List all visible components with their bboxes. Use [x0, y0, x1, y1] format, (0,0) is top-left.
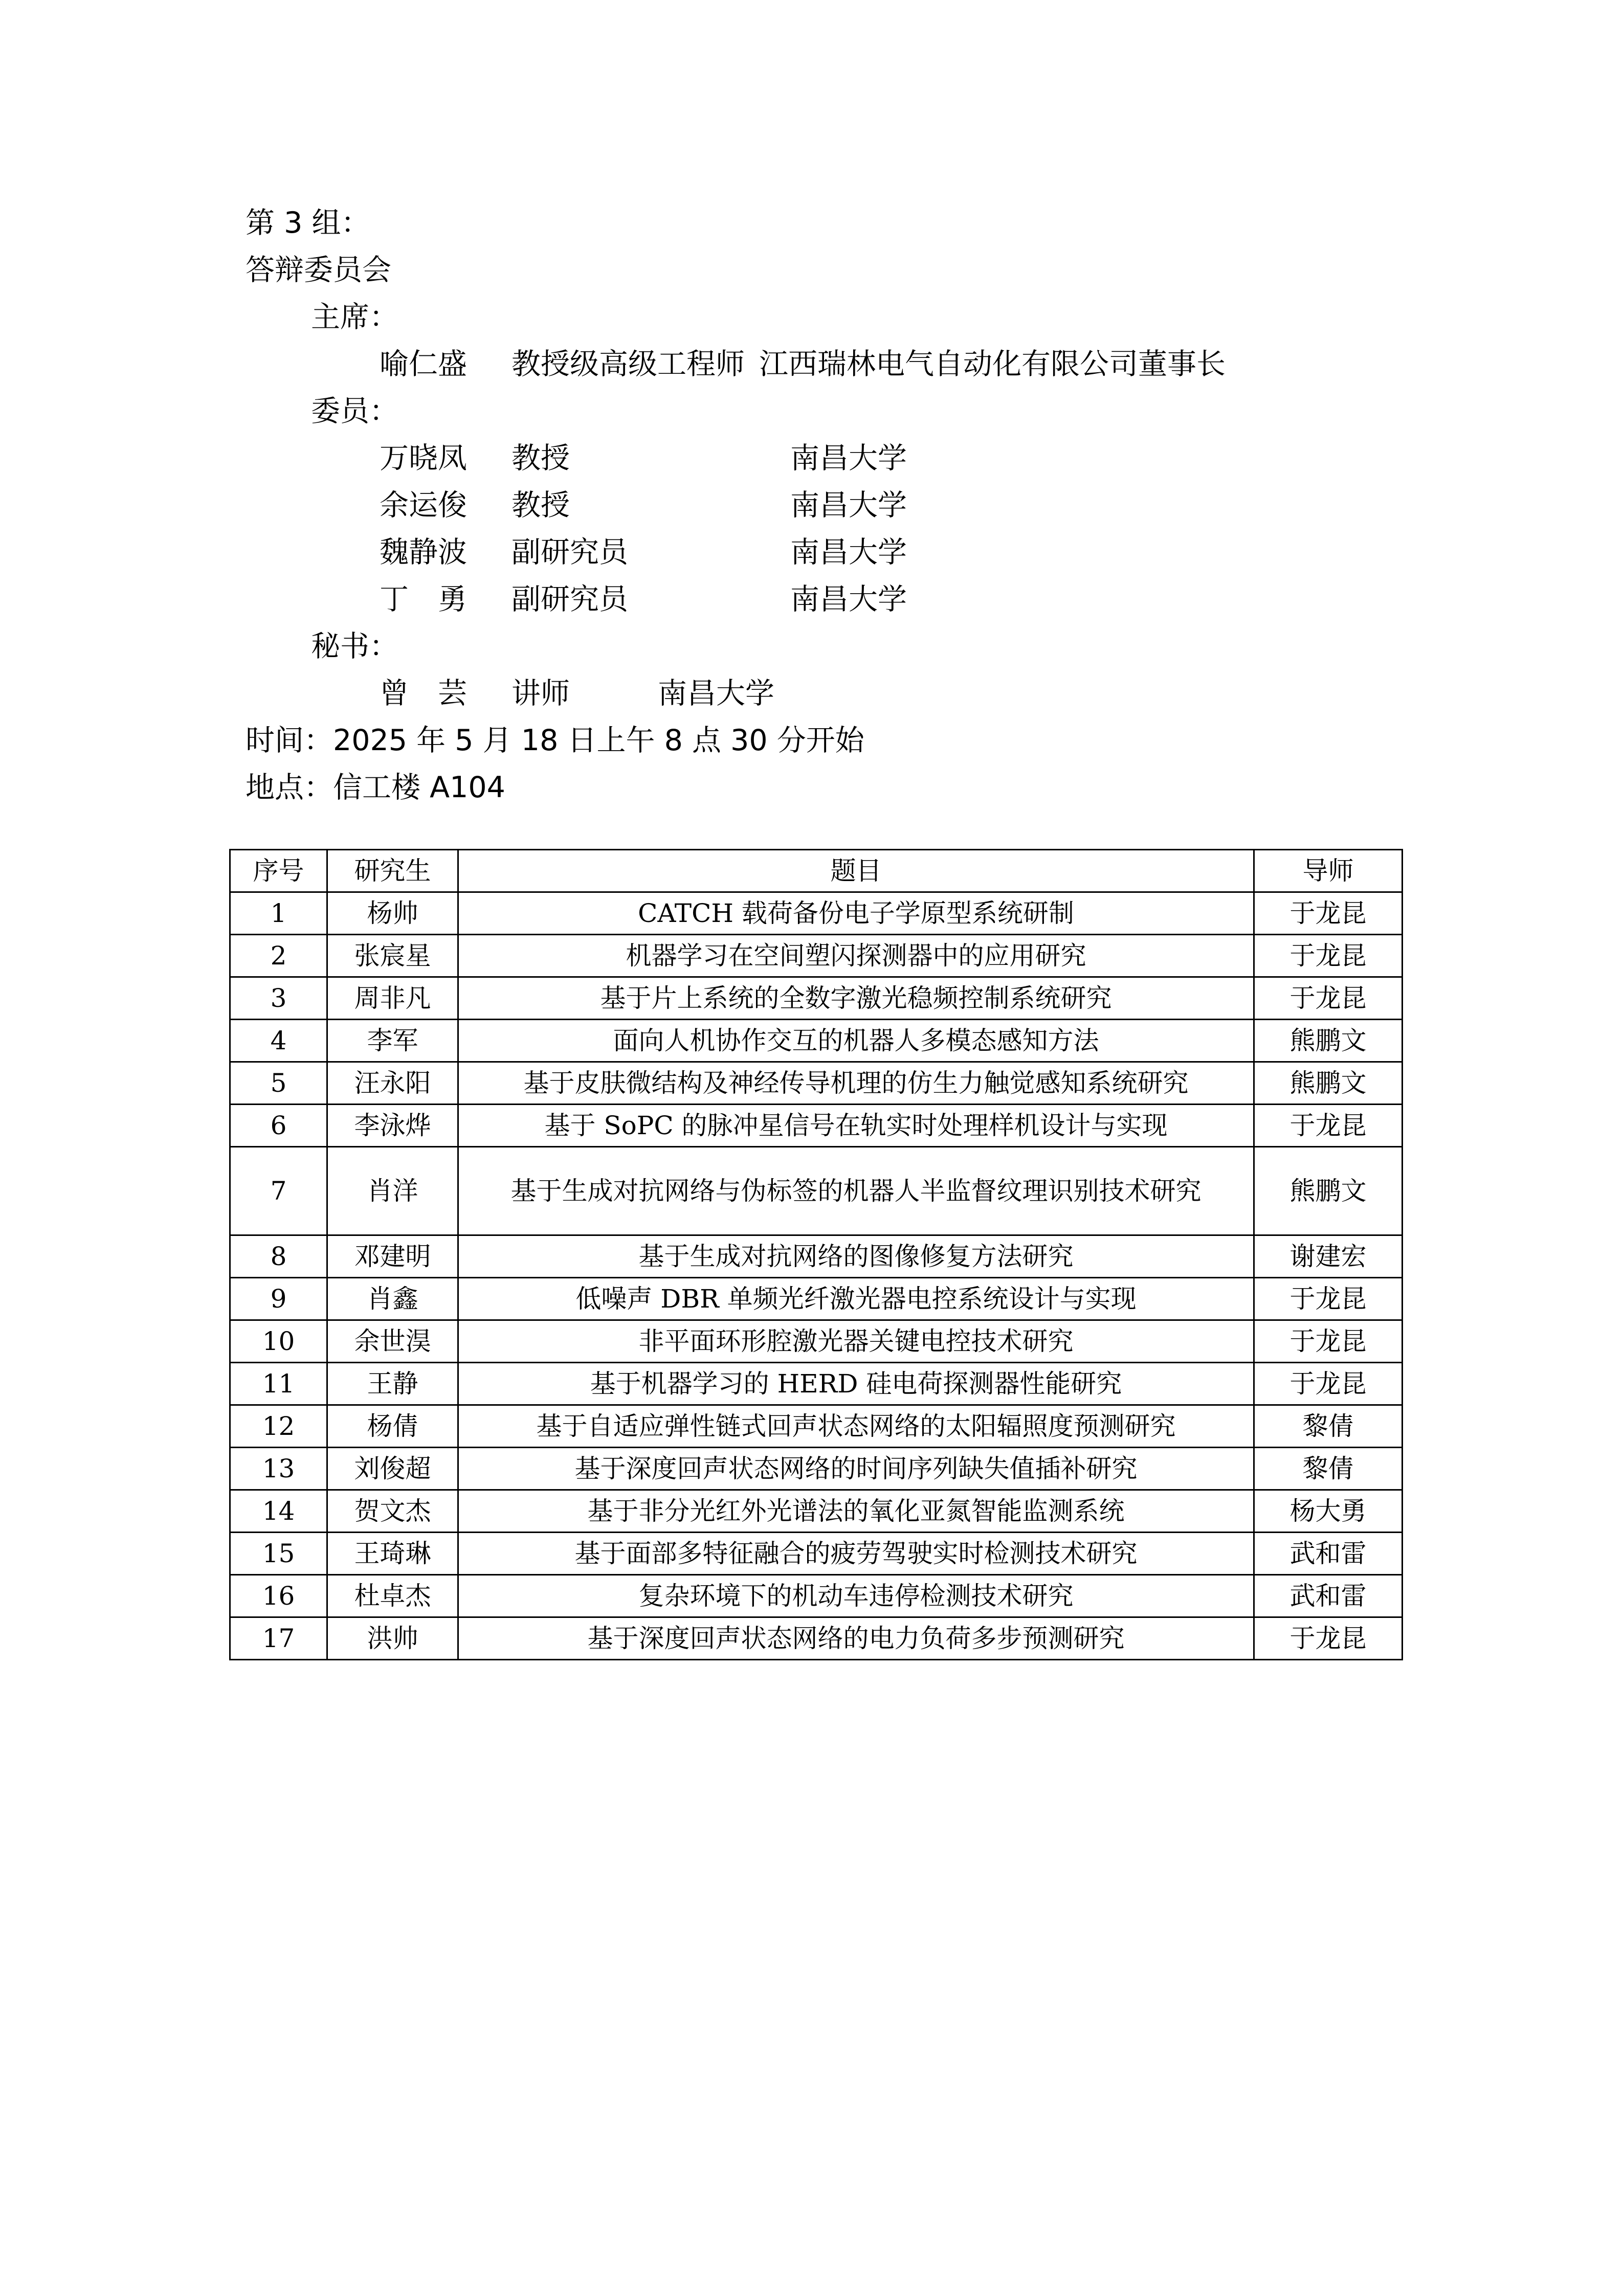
committee-heading: 答辩委员会 [246, 253, 391, 287]
row-advisor: 黎倩 [1254, 1405, 1403, 1448]
member-affiliation: 南昌大学 [790, 441, 907, 475]
row-student: 李泳烨 [327, 1105, 458, 1147]
table-row [230, 1147, 1403, 1235]
row-advisor: 于龙昆 [1254, 1363, 1403, 1405]
row-topic: 基于非分光红外光谱法的氧化亚氮智能监测系统 [458, 1490, 1254, 1533]
row-advisor: 熊鹏文 [1254, 1062, 1403, 1105]
row-student: 王琦琳 [327, 1533, 458, 1575]
table-row [230, 1062, 1403, 1105]
table-row [230, 1533, 1403, 1575]
member-row [380, 529, 907, 576]
table-header-row [230, 850, 1403, 892]
row-topic: 基于深度回声状态网络的时间序列缺失值插补研究 [458, 1448, 1254, 1490]
member-row [380, 435, 907, 482]
row-topic: 低噪声 DBR 单频光纤激光器电控系统设计与实现 [458, 1278, 1254, 1320]
row-advisor: 黎倩 [1254, 1448, 1403, 1490]
group-title: 第 3 组： [246, 206, 370, 240]
row-topic: 基于生成对抗网络与伪标签的机器人半监督纹理识别技术研究 [458, 1147, 1254, 1235]
row-student: 汪永阳 [327, 1062, 458, 1105]
defense-time: 时间：2025 年 5 月 18 日上午 8 点 30 分开始 [246, 724, 864, 757]
table-row [230, 1575, 1403, 1617]
table-row [230, 1278, 1403, 1320]
table-row [230, 1617, 1403, 1660]
table-row [230, 977, 1403, 1020]
member-row [380, 482, 907, 529]
row-no: 9 [230, 1278, 327, 1320]
row-no: 14 [230, 1490, 327, 1533]
table-row [230, 1490, 1403, 1533]
chair-title: 教授级高级工程师 [511, 347, 745, 381]
row-topic: 基于生成对抗网络的图像修复方法研究 [458, 1235, 1254, 1278]
row-advisor: 谢建宏 [1254, 1235, 1403, 1278]
row-topic: 复杂环境下的机动车违停检测技术研究 [458, 1575, 1254, 1617]
row-no: 5 [230, 1062, 327, 1105]
secretary-row [380, 670, 774, 717]
member-name: 余运俊 [380, 488, 467, 522]
row-topic: 机器学习在空间塑闪探测器中的应用研究 [458, 935, 1254, 977]
member-title: 副研究员 [511, 535, 628, 569]
row-no: 2 [230, 935, 327, 977]
row-advisor: 于龙昆 [1254, 935, 1403, 977]
defense-location: 地点：信工楼 A104 [246, 771, 505, 804]
row-advisor: 熊鹏文 [1254, 1147, 1403, 1235]
row-advisor: 于龙昆 [1254, 1617, 1403, 1660]
row-no: 17 [230, 1617, 327, 1660]
member-affiliation: 南昌大学 [790, 535, 907, 569]
member-name: 丁 勇 [380, 582, 467, 616]
row-topic: 基于片上系统的全数字激光稳频控制系统研究 [458, 977, 1254, 1020]
table-row [230, 1020, 1403, 1062]
table-row [230, 1363, 1403, 1405]
row-no: 4 [230, 1020, 327, 1062]
member-affiliation: 南昌大学 [790, 488, 907, 522]
row-advisor: 于龙昆 [1254, 977, 1403, 1020]
column-header-topic: 题目 [458, 850, 1254, 892]
members-heading: 委员： [311, 394, 398, 428]
secretary-heading: 秘书： [311, 629, 398, 663]
row-student: 余世淏 [327, 1320, 458, 1363]
row-student: 邓建明 [327, 1235, 458, 1278]
chair-heading: 主席： [311, 300, 398, 334]
row-advisor: 杨大勇 [1254, 1490, 1403, 1533]
row-student: 张宸星 [327, 935, 458, 977]
row-no: 6 [230, 1105, 327, 1147]
row-student: 杜卓杰 [327, 1575, 458, 1617]
table-row [230, 1105, 1403, 1147]
row-student: 杨帅 [327, 892, 458, 935]
row-student: 洪帅 [327, 1617, 458, 1660]
row-no: 11 [230, 1363, 327, 1405]
row-advisor: 于龙昆 [1254, 1320, 1403, 1363]
column-header-no: 序号 [230, 850, 327, 892]
row-student: 刘俊超 [327, 1448, 458, 1490]
row-student: 贺文杰 [327, 1490, 458, 1533]
chair-affiliation: 江西瑞林电气自动化有限公司董事长 [759, 347, 1226, 381]
table-row [230, 1320, 1403, 1363]
row-topic: 基于 SoPC 的脉冲星信号在轨实时处理样机设计与实现 [458, 1105, 1254, 1147]
row-topic: 非平面环形腔激光器关键电控技术研究 [458, 1320, 1254, 1363]
member-name: 魏静波 [380, 535, 467, 569]
row-topic: 基于自适应弹性链式回声状态网络的太阳辐照度预测研究 [458, 1405, 1254, 1448]
row-student: 肖洋 [327, 1147, 458, 1235]
chair-name: 喻仁盛 [380, 347, 467, 381]
member-affiliation: 南昌大学 [790, 582, 907, 616]
secretary-title: 讲师 [511, 677, 570, 710]
member-row [380, 576, 907, 623]
row-student: 肖鑫 [327, 1278, 458, 1320]
row-student: 周非凡 [327, 977, 458, 1020]
column-header-student: 研究生 [327, 850, 458, 892]
row-no: 8 [230, 1235, 327, 1278]
row-advisor: 武和雷 [1254, 1575, 1403, 1617]
row-no: 16 [230, 1575, 327, 1617]
row-topic: 基于机器学习的 HERD 硅电荷探测器性能研究 [458, 1363, 1254, 1405]
row-no: 3 [230, 977, 327, 1020]
row-no: 12 [230, 1405, 327, 1448]
row-topic: CATCH 载荷备份电子学原型系统研制 [458, 892, 1254, 935]
member-title: 副研究员 [511, 582, 628, 616]
row-no: 1 [230, 892, 327, 935]
member-name: 万晓凤 [380, 441, 467, 475]
chair-row [380, 341, 1226, 388]
row-no: 7 [230, 1147, 327, 1235]
row-student: 杨倩 [327, 1405, 458, 1448]
row-topic: 面向人机协作交互的机器人多模态感知方法 [458, 1020, 1254, 1062]
row-advisor: 于龙昆 [1254, 892, 1403, 935]
table-row [230, 1405, 1403, 1448]
row-topic: 基于深度回声状态网络的电力负荷多步预测研究 [458, 1617, 1254, 1660]
table-row [230, 1448, 1403, 1490]
row-topic: 基于皮肤微结构及神经传导机理的仿生力触觉感知系统研究 [458, 1062, 1254, 1105]
row-student: 李军 [327, 1020, 458, 1062]
row-advisor: 武和雷 [1254, 1533, 1403, 1575]
column-header-advisor: 导师 [1254, 850, 1403, 892]
secretary-affiliation: 南昌大学 [658, 677, 774, 710]
member-title: 教授 [511, 488, 570, 522]
table-row [230, 935, 1403, 977]
row-student: 王静 [327, 1363, 458, 1405]
member-title: 教授 [511, 441, 570, 475]
defense-roster-table [229, 849, 1403, 1660]
table-row [230, 892, 1403, 935]
row-topic: 基于面部多特征融合的疲劳驾驶实时检测技术研究 [458, 1533, 1254, 1575]
row-advisor: 于龙昆 [1254, 1278, 1403, 1320]
row-no: 15 [230, 1533, 327, 1575]
committee-info [246, 199, 1422, 813]
row-no: 13 [230, 1448, 327, 1490]
row-advisor: 于龙昆 [1254, 1105, 1403, 1147]
row-advisor: 熊鹏文 [1254, 1020, 1403, 1062]
row-no: 10 [230, 1320, 327, 1363]
table-row [230, 1235, 1403, 1278]
secretary-name: 曾 芸 [380, 677, 467, 710]
